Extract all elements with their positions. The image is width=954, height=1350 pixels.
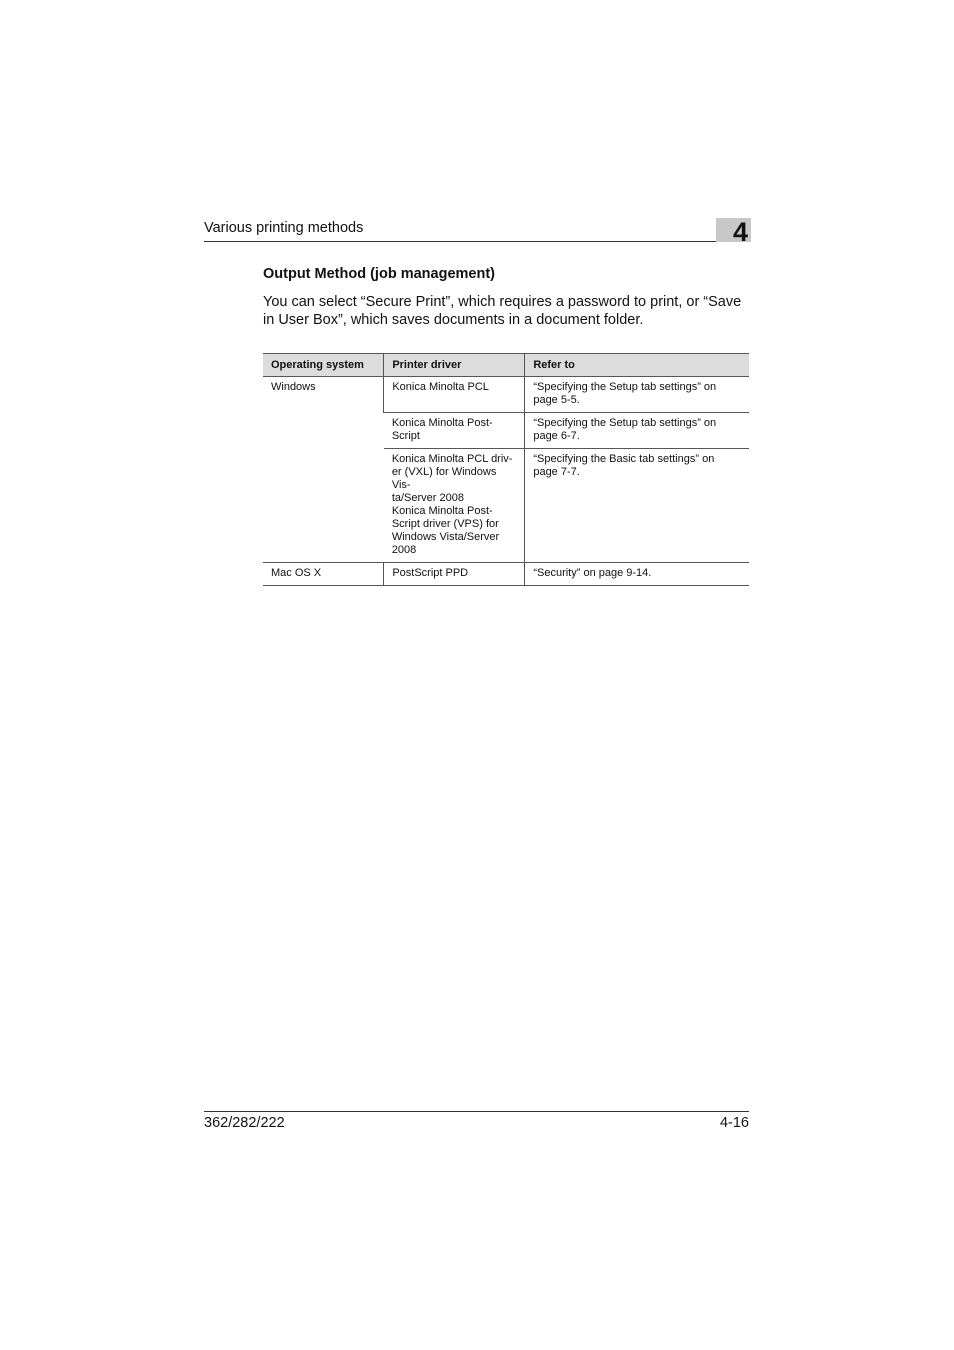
chapter-tab bbox=[716, 218, 751, 242]
refer-line: page 5-5. bbox=[533, 394, 580, 406]
refer-line: “Specifying the Basic tab settings” on bbox=[533, 453, 715, 465]
driver-line: Windows Vista/Server bbox=[391, 531, 500, 543]
driver-line: Konica Minolta PCL driv- bbox=[391, 453, 513, 465]
refer-line: page 6-7. bbox=[533, 430, 580, 442]
driver-line: Konica Minolta Post- bbox=[391, 417, 493, 429]
refer-cell bbox=[525, 413, 749, 449]
refer-line: “Security” on page 9-14. bbox=[533, 567, 652, 579]
chapter-number: 4 bbox=[732, 218, 748, 242]
column-header-os: Operating system bbox=[263, 354, 384, 377]
footer-model: 362/282/222 bbox=[204, 1115, 285, 1131]
footer-page-number: 4-16 bbox=[719, 1115, 749, 1131]
refer-line: page 7-7. bbox=[533, 466, 580, 478]
driver-line: 2008 bbox=[391, 544, 417, 556]
os-cell: Windows bbox=[263, 377, 384, 563]
section-intro: You can select “Secure Print”, which requires a password to print, or “Save in User Box”, which saves documents in a document folder. bbox=[263, 294, 742, 328]
refer-line: “Specifying the Setup tab settings” on bbox=[533, 417, 717, 429]
table-header-row bbox=[263, 354, 749, 377]
driver-reference-table bbox=[263, 353, 749, 586]
driver-line: ta/Server 2008 bbox=[391, 492, 464, 504]
driver-cell bbox=[384, 563, 525, 586]
section-title: Output Method (job management) bbox=[263, 266, 495, 282]
column-header-driver: Printer driver bbox=[384, 354, 525, 377]
refer-cell bbox=[525, 449, 749, 563]
footer-rule bbox=[204, 1111, 749, 1112]
driver-line: PostScript PPD bbox=[392, 567, 469, 579]
table-row bbox=[263, 563, 749, 586]
header-rule bbox=[204, 241, 749, 242]
refer-cell bbox=[525, 563, 749, 586]
refer-line: “Specifying the Setup tab settings” on bbox=[533, 381, 717, 393]
driver-line: Konica Minolta PCL bbox=[392, 381, 489, 393]
driver-line: Konica Minolta Post- bbox=[391, 505, 493, 517]
driver-cell bbox=[384, 413, 525, 449]
table-row bbox=[263, 377, 749, 413]
driver-cell bbox=[384, 377, 525, 413]
driver-line: Script driver (VPS) for bbox=[391, 518, 499, 530]
driver-line: er (VXL) for Windows Vis- bbox=[391, 466, 497, 491]
running-header-title: Various printing methods bbox=[204, 220, 364, 236]
driver-line: Script bbox=[391, 430, 420, 442]
os-cell: Mac OS X bbox=[263, 563, 384, 586]
refer-cell bbox=[525, 377, 749, 413]
column-header-refer: Refer to bbox=[525, 354, 749, 377]
driver-cell bbox=[384, 449, 525, 563]
